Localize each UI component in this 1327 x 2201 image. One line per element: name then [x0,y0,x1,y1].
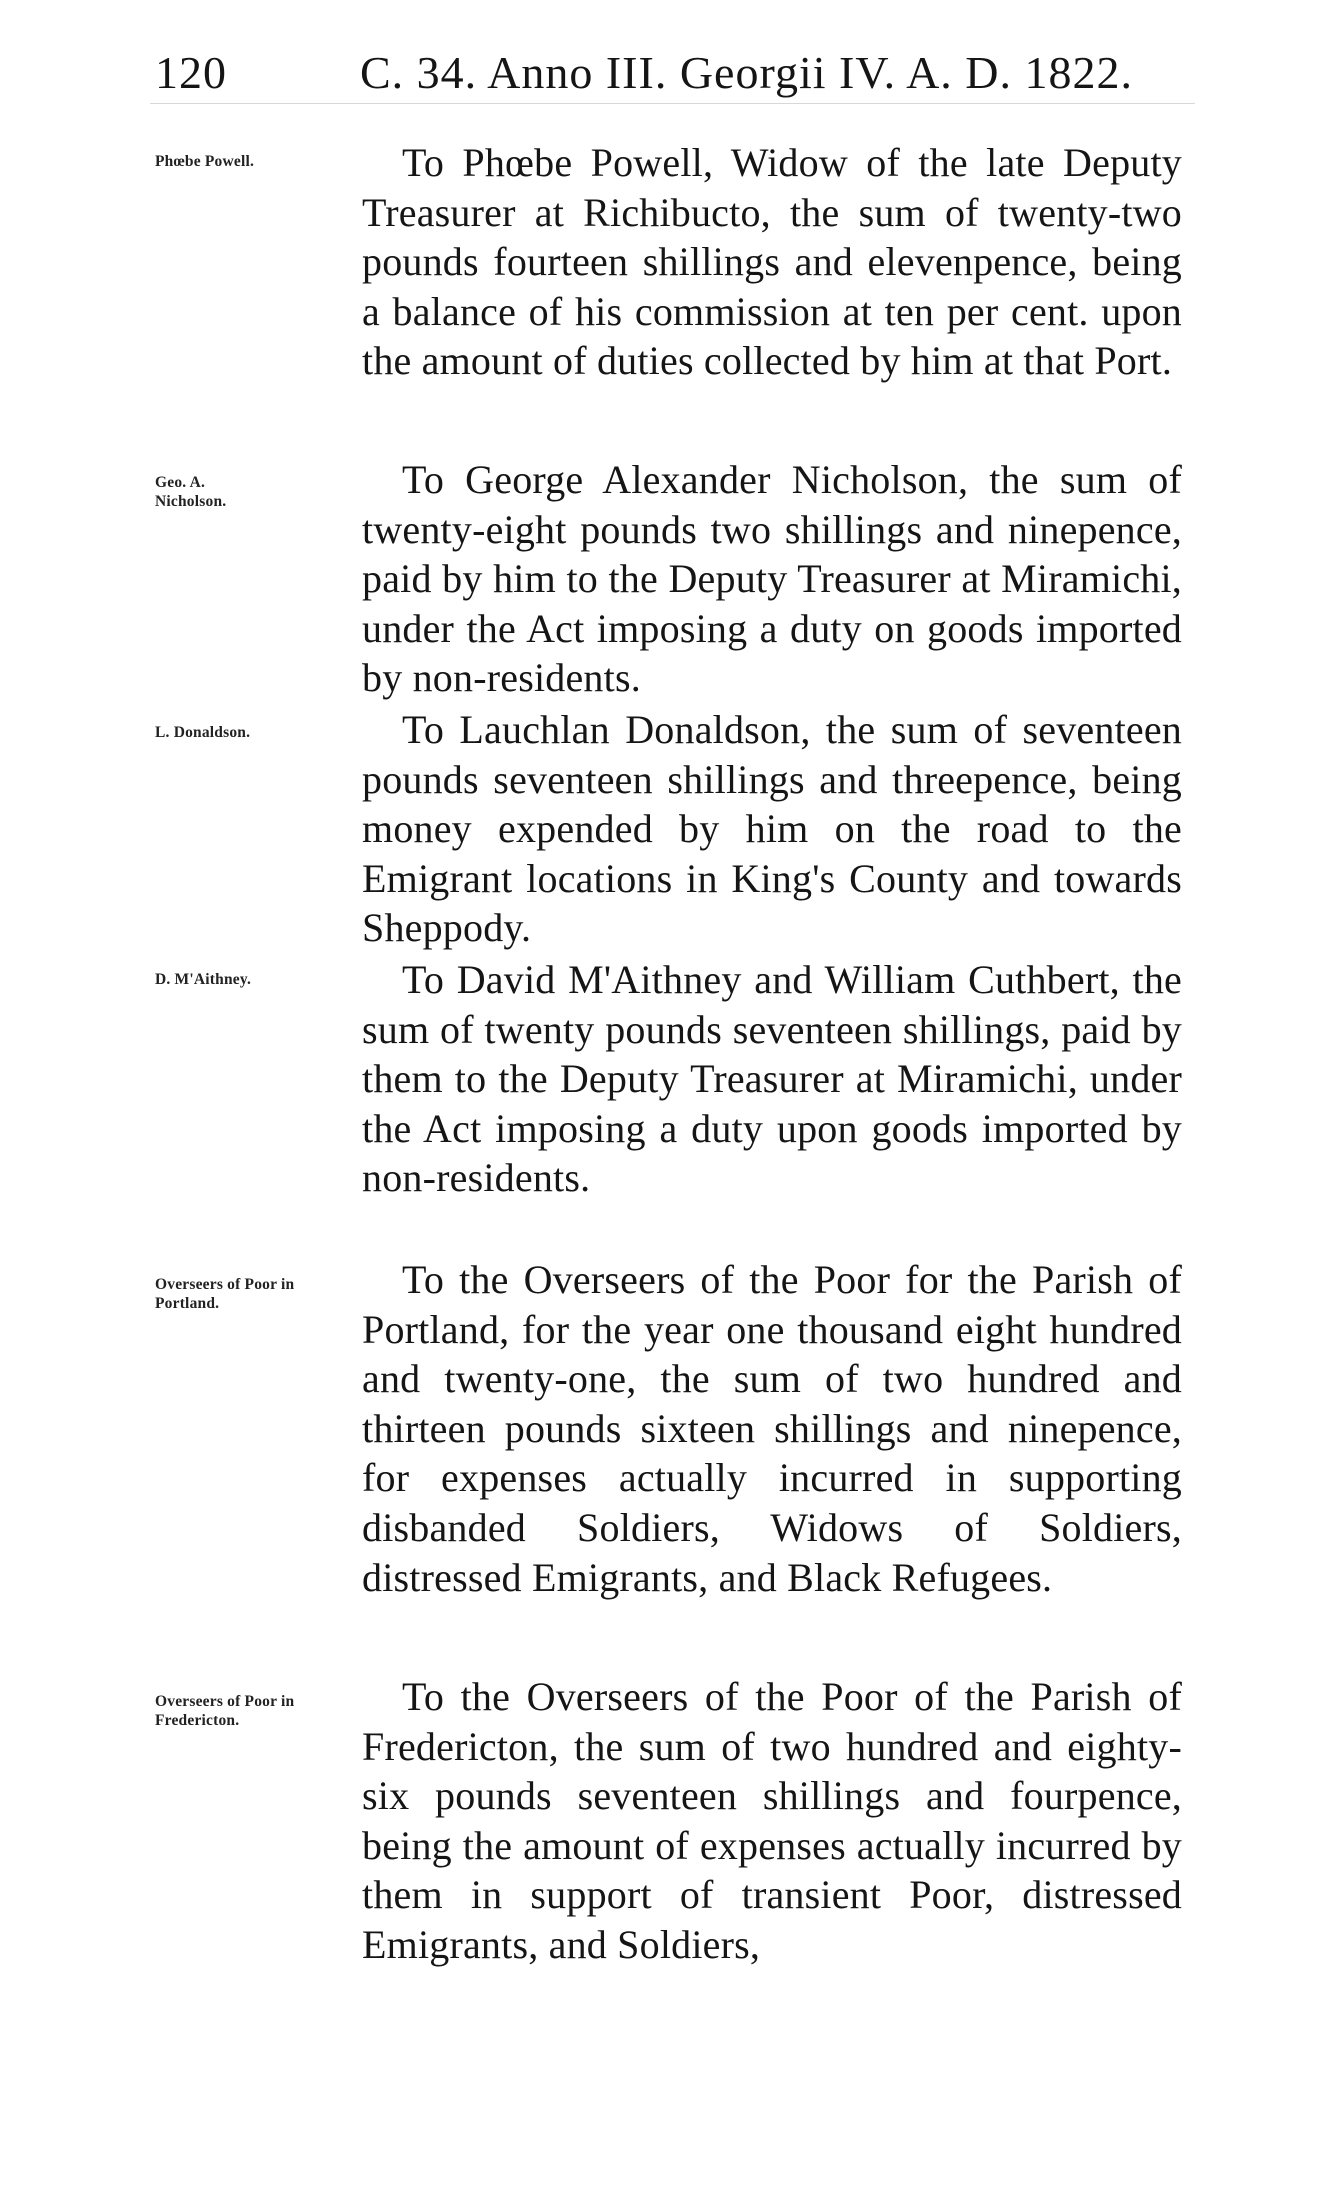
side-note: Phœbe Powell. [155,153,255,170]
paragraph: To the Overseers of the Poor for the Parish of Portland, for the year one thousand eight hundred and twenty-one, the sum of two hundred and thirteen pounds sixteen shillings and ninepence, for expenses actually incurred in supporting disbanded Soldiers, Widows of Soldiers, distressed Emigrants, and Black Refugees. [362,1257,1182,1600]
paragraph: To George Alexander Nicholson, the sum of twenty-eight pounds two shillings and ninepence, paid by him to the Deputy Treasurer at Miramichi, under the Act imposing a duty on goods imported by non-residents. [362,457,1182,701]
paragraph: To the Overseers of the Poor of the Parish of Fredericton, the sum of two hundred and eighty-six pounds seventeen shillings and fourpence, being the amount of expenses actually incurred by them in support of transient Poor, distressed Emigrants, and Soldiers, [362,1674,1182,1967]
running-header [155,38,1195,108]
side-note: D. M'Aithney. [155,971,252,988]
side-note: Overseers of Poor in Fredericton. [155,1693,295,1729]
running-title: C. 34. Anno III. Georgii IV. A. D. 1822. [360,47,1134,98]
paragraph: To Phœbe Powell, Widow of the late Deputy Treasurer at Richibucto, the sum of twenty-two pounds fourteen shillings and elevenpence, being a balance of his commission at ten per cent. upon the amount of duties collected by him at that Port. [362,140,1182,384]
page-number: 120 [155,47,227,98]
header-rule [150,103,1195,104]
side-note: Geo. A. Nicholson. [155,474,227,510]
side-note: Overseers of Poor in Portland. [155,1276,295,1312]
side-note: L. Donaldson. [155,724,251,741]
paragraph: To Lauchlan Donaldson, the sum of seventeen pounds seventeen shillings and threepence, being money expended by him on the road to the Emigrant locations in King's County and towards Sheppody. [362,707,1182,951]
paragraph: To David M'Aithney and William Cuthbert, the sum of twenty pounds seventeen shillings, paid by them to the Deputy Treasurer at Miramichi, under the Act imposing a duty upon goods imported by non-residents. [362,957,1182,1201]
